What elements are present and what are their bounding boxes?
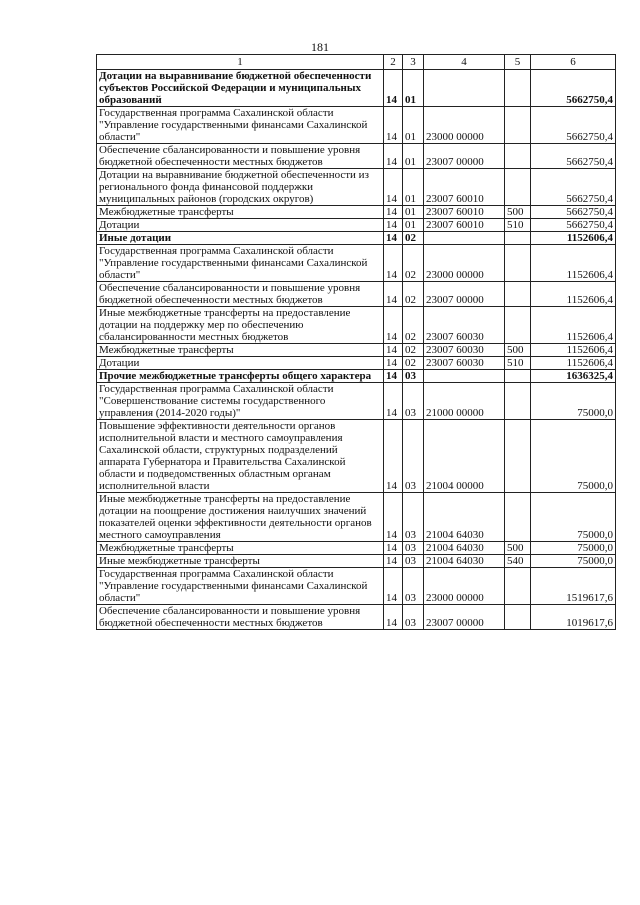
- table-row: [97, 219, 616, 232]
- table-row: [97, 357, 616, 370]
- table-row: [97, 383, 616, 420]
- cell-target-article: 21004 64030: [424, 542, 505, 555]
- cell-expense-type: [505, 420, 531, 493]
- cell-name: Иные дотации: [97, 232, 384, 245]
- cell-subsection: 02: [403, 357, 424, 370]
- cell-expense-type: 510: [505, 357, 531, 370]
- cell-expense-type: 540: [505, 555, 531, 568]
- cell-section: 14: [384, 232, 403, 245]
- cell-expense-type: [505, 493, 531, 542]
- cell-expense-type: [505, 169, 531, 206]
- cell-sum: 1152606,4: [531, 357, 616, 370]
- table-row: [97, 70, 616, 107]
- cell-expense-type: [505, 144, 531, 169]
- cell-target-article: 21004 64030: [424, 555, 505, 568]
- header-cell-target-article: 4: [424, 55, 505, 70]
- table-row: [97, 493, 616, 542]
- cell-target-article: 21004 00000: [424, 420, 505, 493]
- cell-name: Межбюджетные трансферты: [97, 206, 384, 219]
- header-cell-name: 1: [97, 55, 384, 70]
- cell-subsection: 03: [403, 568, 424, 605]
- table-row: [97, 107, 616, 144]
- cell-subsection: 01: [403, 219, 424, 232]
- cell-section: 14: [384, 542, 403, 555]
- cell-target-article: [424, 370, 505, 383]
- cell-expense-type: [505, 282, 531, 307]
- cell-sum: 75000,0: [531, 542, 616, 555]
- cell-section: 14: [384, 344, 403, 357]
- cell-section: 14: [384, 357, 403, 370]
- cell-name: Дотации: [97, 357, 384, 370]
- cell-expense-type: [505, 568, 531, 605]
- budget-table: [96, 54, 616, 630]
- cell-expense-type: 500: [505, 206, 531, 219]
- cell-name: Дотации на выравнивание бюджетной обеспеченности субъектов Российской Федерации и муниципальных образований: [97, 70, 384, 107]
- cell-sum: 75000,0: [531, 420, 616, 493]
- header-cell-subsection: 3: [403, 55, 424, 70]
- cell-sum: 1152606,4: [531, 232, 616, 245]
- cell-sum: 75000,0: [531, 493, 616, 542]
- cell-subsection: 03: [403, 370, 424, 383]
- cell-name: Государственная программа Сахалинской области "Управление государственными финансами Сахалинской области": [97, 245, 384, 282]
- header-cell-expense-type: 5: [505, 55, 531, 70]
- cell-expense-type: 510: [505, 219, 531, 232]
- cell-sum: 1152606,4: [531, 307, 616, 344]
- cell-expense-type: [505, 70, 531, 107]
- cell-section: 14: [384, 144, 403, 169]
- table-row: [97, 282, 616, 307]
- cell-subsection: 01: [403, 70, 424, 107]
- cell-name: Иные межбюджетные трансферты на предоставление дотации на поддержку мер по обеспечению сбалансированности местных бюджетов: [97, 307, 384, 344]
- table-header: [97, 55, 616, 70]
- cell-target-article: 23007 00000: [424, 605, 505, 630]
- cell-section: 14: [384, 605, 403, 630]
- cell-section: 14: [384, 219, 403, 232]
- table-row: [97, 245, 616, 282]
- cell-name: Государственная программа Сахалинской области "Совершенствование системы государственного управления (2014-2020 годы)": [97, 383, 384, 420]
- page-number: 181: [311, 40, 329, 54]
- cell-name: Обеспечение сбалансированности и повышение уровня бюджетной обеспеченности местных бюджетов: [97, 282, 384, 307]
- cell-target-article: 23000 00000: [424, 245, 505, 282]
- cell-target-article: [424, 70, 505, 107]
- cell-subsection: 03: [403, 493, 424, 542]
- cell-sum: 75000,0: [531, 555, 616, 568]
- cell-sum: 5662750,4: [531, 206, 616, 219]
- cell-section: 14: [384, 383, 403, 420]
- cell-subsection: 01: [403, 169, 424, 206]
- table-row: [97, 307, 616, 344]
- cell-section: 14: [384, 420, 403, 493]
- cell-sum: 1152606,4: [531, 245, 616, 282]
- cell-subsection: 03: [403, 555, 424, 568]
- cell-target-article: 23007 60010: [424, 169, 505, 206]
- table-row: [97, 370, 616, 383]
- cell-sum: 5662750,4: [531, 219, 616, 232]
- cell-subsection: 02: [403, 282, 424, 307]
- cell-subsection: 03: [403, 542, 424, 555]
- table-body: [97, 70, 616, 630]
- cell-target-article: 23007 00000: [424, 282, 505, 307]
- cell-name: Государственная программа Сахалинской области "Управление государственными финансами Сахалинской области": [97, 107, 384, 144]
- table-row: [97, 144, 616, 169]
- table-row: [97, 605, 616, 630]
- cell-section: 14: [384, 568, 403, 605]
- cell-expense-type: [505, 232, 531, 245]
- cell-expense-type: [505, 370, 531, 383]
- cell-subsection: 01: [403, 206, 424, 219]
- cell-subsection: 02: [403, 232, 424, 245]
- cell-subsection: 03: [403, 605, 424, 630]
- table-row: [97, 344, 616, 357]
- cell-section: 14: [384, 70, 403, 107]
- cell-expense-type: [505, 107, 531, 144]
- cell-target-article: 23000 00000: [424, 568, 505, 605]
- cell-subsection: 02: [403, 307, 424, 344]
- cell-subsection: 02: [403, 344, 424, 357]
- cell-subsection: 03: [403, 383, 424, 420]
- cell-sum: 5662750,4: [531, 144, 616, 169]
- cell-name: Обеспечение сбалансированности и повышение уровня бюджетной обеспеченности местных бюджетов: [97, 144, 384, 169]
- cell-subsection: 02: [403, 245, 424, 282]
- cell-target-article: 23007 60030: [424, 344, 505, 357]
- cell-name: Межбюджетные трансферты: [97, 542, 384, 555]
- cell-name: Государственная программа Сахалинской области "Управление государственными финансами Сахалинской области": [97, 568, 384, 605]
- cell-section: 14: [384, 555, 403, 568]
- cell-section: 14: [384, 245, 403, 282]
- cell-name: Иные межбюджетные трансферты: [97, 555, 384, 568]
- cell-target-article: 23007 00000: [424, 144, 505, 169]
- cell-target-article: 23000 00000: [424, 107, 505, 144]
- cell-section: 14: [384, 169, 403, 206]
- cell-subsection: 03: [403, 420, 424, 493]
- cell-sum: 1152606,4: [531, 344, 616, 357]
- cell-target-article: 21004 64030: [424, 493, 505, 542]
- cell-sum: 1636325,4: [531, 370, 616, 383]
- cell-expense-type: [505, 605, 531, 630]
- cell-expense-type: [505, 307, 531, 344]
- header-cell-sum: 6: [531, 55, 616, 70]
- table-row: [97, 232, 616, 245]
- cell-target-article: 23007 60010: [424, 219, 505, 232]
- cell-name: Иные межбюджетные трансферты на предоставление дотации на поощрение достижения наилучших значений показателей оценки эффективности деятельности органов местного самоуправления: [97, 493, 384, 542]
- cell-section: 14: [384, 206, 403, 219]
- cell-target-article: 23007 60030: [424, 357, 505, 370]
- table-row: [97, 206, 616, 219]
- cell-sum: 75000,0: [531, 383, 616, 420]
- cell-expense-type: 500: [505, 542, 531, 555]
- cell-subsection: 01: [403, 144, 424, 169]
- table-row: [97, 568, 616, 605]
- cell-section: 14: [384, 282, 403, 307]
- cell-sum: 5662750,4: [531, 70, 616, 107]
- cell-sum: 1152606,4: [531, 282, 616, 307]
- cell-section: 14: [384, 493, 403, 542]
- cell-sum: 1519617,6: [531, 568, 616, 605]
- cell-name: Дотации на выравнивание бюджетной обеспеченности из регионального фонда финансовой поддержки муниципальных районов (городских округов): [97, 169, 384, 206]
- cell-expense-type: [505, 245, 531, 282]
- cell-sum: 5662750,4: [531, 107, 616, 144]
- cell-name: Прочие межбюджетные трансферты общего характера: [97, 370, 384, 383]
- cell-target-article: [424, 232, 505, 245]
- cell-sum: 1019617,6: [531, 605, 616, 630]
- cell-target-article: 23007 60010: [424, 206, 505, 219]
- cell-expense-type: [505, 383, 531, 420]
- cell-name: Межбюджетные трансферты: [97, 344, 384, 357]
- cell-name: Обеспечение сбалансированности и повышение уровня бюджетной обеспеченности местных бюджетов: [97, 605, 384, 630]
- cell-name: Повышение эффективности деятельности органов исполнительной власти и местного самоуправления Сахалинской области, структурных подразделений аппарата Губернатора и Правительства Сахалинской области и подведомственных областным органам исполнительной власти: [97, 420, 384, 493]
- table-row: [97, 542, 616, 555]
- cell-section: 14: [384, 370, 403, 383]
- cell-section: 14: [384, 107, 403, 144]
- cell-section: 14: [384, 307, 403, 344]
- cell-expense-type: 500: [505, 344, 531, 357]
- cell-name: Дотации: [97, 219, 384, 232]
- cell-target-article: 21000 00000: [424, 383, 505, 420]
- header-row: [97, 55, 616, 70]
- header-cell-section: 2: [384, 55, 403, 70]
- cell-sum: 5662750,4: [531, 169, 616, 206]
- cell-subsection: 01: [403, 107, 424, 144]
- table-row: [97, 420, 616, 493]
- table-row: [97, 555, 616, 568]
- table-row: [97, 169, 616, 206]
- cell-target-article: 23007 60030: [424, 307, 505, 344]
